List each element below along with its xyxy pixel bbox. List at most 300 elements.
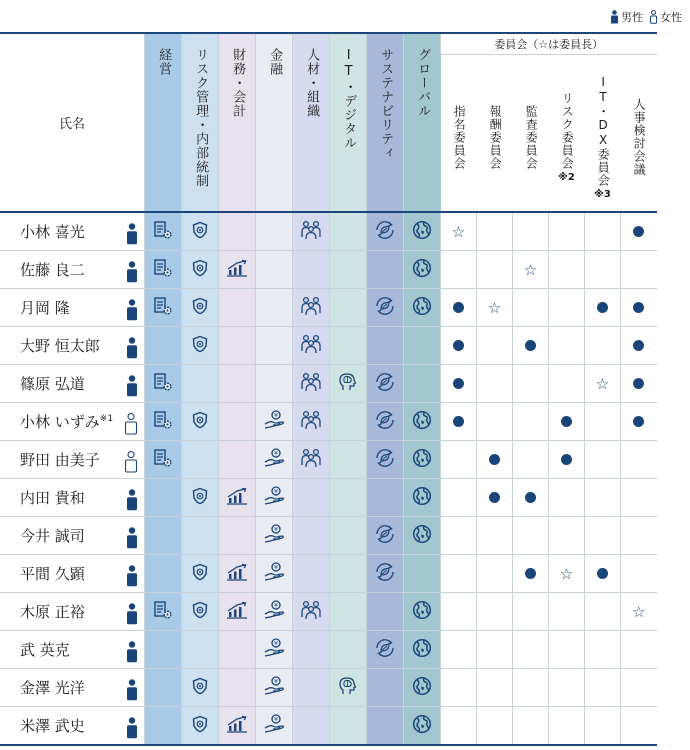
skill-cell-jinzai — [293, 403, 330, 441]
skill-cell-it — [330, 403, 367, 441]
director-name: 大野 恒太郎 — [20, 337, 100, 355]
shield-icon — [191, 259, 209, 281]
skill-cell-kinyu — [256, 289, 293, 327]
people-icon — [300, 410, 322, 434]
committee-cell-shimei — [441, 517, 477, 555]
skill-cell-global — [404, 212, 441, 251]
skill-cell-finance — [219, 631, 256, 669]
money-hand-icon — [263, 410, 285, 434]
skill-cell-sustain — [367, 631, 404, 669]
committee-cell-risk_c — [549, 365, 585, 403]
skill-cell-keiei — [145, 479, 182, 517]
committee-header-kansa — [513, 55, 549, 212]
member-dot-icon — [525, 568, 536, 579]
leaf-cycle-icon — [374, 410, 396, 434]
skill-header-jinzai — [293, 33, 330, 212]
svg-text:¥: ¥ — [274, 678, 278, 685]
skill-cell-jinzai — [293, 669, 330, 707]
leaf-cycle-icon — [374, 562, 396, 586]
skill-cell-keiei — [145, 593, 182, 631]
skill-cell-finance — [219, 479, 256, 517]
skill-cell-finance — [219, 707, 256, 746]
management-icon — [153, 600, 173, 624]
committee-cell-jinji — [621, 289, 657, 327]
money-hand-icon — [263, 600, 285, 624]
director-row — [0, 479, 657, 517]
skill-cell-kinyu — [256, 517, 293, 555]
skill-cell-it — [330, 631, 367, 669]
committee-cell-jinji — [621, 669, 657, 707]
director-name-cell — [0, 212, 145, 251]
director-name-cell — [0, 441, 145, 479]
skill-cell-it — [330, 707, 367, 746]
skill-cell-risk — [182, 403, 219, 441]
member-dot-icon — [453, 416, 464, 427]
director-row — [0, 669, 657, 707]
leaf-cycle-icon — [374, 372, 396, 396]
skill-cell-it — [330, 212, 367, 251]
skill-cell-keiei — [145, 327, 182, 365]
member-dot-icon — [633, 378, 644, 389]
committee-header-itdx — [585, 55, 621, 212]
skill-cell-sustain — [367, 251, 404, 289]
director-row — [0, 631, 657, 669]
committee-header-label: 人事検討会議 — [632, 98, 647, 177]
committee-cell-itdx — [585, 669, 621, 707]
skill-cell-sustain — [367, 365, 404, 403]
skill-cell-kinyu — [256, 251, 293, 289]
committee-cell-shimei — [441, 327, 477, 365]
committee-header-note: ※3 — [594, 188, 611, 200]
committee-cell-shimei — [441, 251, 477, 289]
member-dot-icon — [525, 340, 536, 351]
skill-cell-jinzai — [293, 212, 330, 251]
chair-star-icon: ☆ — [487, 299, 502, 317]
director-row — [0, 403, 657, 441]
director-name-cell — [0, 327, 145, 365]
committee-cell-jinji — [621, 479, 657, 517]
director-rows — [0, 212, 657, 745]
committee-cell-jinji — [621, 517, 657, 555]
skill-cell-kinyu — [256, 327, 293, 365]
director-name-cell — [0, 365, 145, 403]
skill-cell-keiei — [145, 555, 182, 593]
skill-cell-global — [404, 555, 441, 593]
director-name: 米澤 武史 — [20, 717, 85, 735]
skill-cell-risk — [182, 365, 219, 403]
director-name: 木原 正裕 — [20, 603, 85, 621]
skill-cell-jinzai — [293, 593, 330, 631]
skill-cell-global — [404, 669, 441, 707]
skill-header-risk — [182, 33, 219, 212]
skill-header-label: サステナビリティ — [378, 48, 394, 160]
committee-cell-hoshu — [477, 365, 513, 403]
skill-cell-keiei — [145, 441, 182, 479]
director-name: 小林 いずみ — [20, 413, 100, 431]
people-icon — [300, 296, 322, 320]
committee-cell-kansa — [513, 441, 549, 479]
skill-cell-jinzai — [293, 631, 330, 669]
globe-icon — [412, 448, 432, 472]
committee-cell-itdx — [585, 707, 621, 746]
svg-text:¥: ¥ — [274, 716, 278, 723]
committee-cell-kansa — [513, 593, 549, 631]
director-name: 小林 喜光 — [20, 223, 85, 241]
director-name: 内田 貴和 — [20, 489, 85, 507]
skill-cell-it — [330, 327, 367, 365]
male-icon — [126, 223, 138, 249]
member-dot-icon — [561, 454, 572, 465]
committee-cell-risk_c — [549, 289, 585, 327]
skill-cell-finance — [219, 212, 256, 251]
committee-cell-itdx — [585, 327, 621, 365]
shield-icon — [191, 411, 209, 433]
skill-cell-kinyu — [256, 631, 293, 669]
skill-cell-keiei — [145, 631, 182, 669]
skill-cell-sustain — [367, 669, 404, 707]
committee-cell-itdx — [585, 479, 621, 517]
globe-icon — [412, 486, 432, 510]
management-icon — [153, 410, 173, 434]
skill-header-finance — [219, 33, 256, 212]
committee-header-risk_c — [549, 55, 585, 212]
skill-cell-global — [404, 517, 441, 555]
director-name-cell — [0, 479, 145, 517]
director-name-cell — [0, 631, 145, 669]
skill-cell-kinyu — [256, 555, 293, 593]
skill-header-label: 財務・会計 — [230, 48, 246, 118]
committee-group-title: 委員会（☆は委員長） — [441, 33, 657, 55]
skill-cell-jinzai — [293, 289, 330, 327]
committee-cell-itdx — [585, 365, 621, 403]
male-icon — [126, 489, 138, 515]
committee-cell-itdx — [585, 631, 621, 669]
skill-cell-kinyu — [256, 365, 293, 403]
director-row — [0, 593, 657, 631]
people-icon — [300, 220, 322, 244]
committee-cell-risk_c — [549, 669, 585, 707]
skill-cell-risk — [182, 289, 219, 327]
skill-cell-keiei — [145, 251, 182, 289]
people-icon — [300, 372, 322, 396]
skill-cell-sustain — [367, 212, 404, 251]
director-name: 今井 誠司 — [20, 527, 85, 545]
director-name-cell — [0, 707, 145, 746]
skill-cell-jinzai — [293, 555, 330, 593]
skill-cell-sustain — [367, 517, 404, 555]
committee-header-hoshu — [477, 55, 513, 212]
director-name-cell — [0, 403, 145, 441]
committee-cell-risk_c — [549, 479, 585, 517]
people-icon — [300, 448, 322, 472]
svg-text:¥: ¥ — [274, 412, 278, 419]
skill-cell-keiei — [145, 707, 182, 746]
committee-header-shimei — [441, 55, 477, 212]
director-row — [0, 251, 657, 289]
committee-cell-itdx — [585, 403, 621, 441]
skill-cell-keiei — [145, 289, 182, 327]
committee-cell-risk_c — [549, 631, 585, 669]
globe-icon — [412, 676, 432, 700]
svg-text:¥: ¥ — [274, 602, 278, 609]
committee-cell-shimei — [441, 479, 477, 517]
skill-cell-kinyu — [256, 212, 293, 251]
skill-cell-global — [404, 593, 441, 631]
skill-cell-finance — [219, 251, 256, 289]
svg-text:¥: ¥ — [274, 564, 278, 571]
globe-icon — [412, 714, 432, 738]
skill-cell-risk — [182, 212, 219, 251]
director-row — [0, 707, 657, 746]
member-dot-icon — [633, 340, 644, 351]
leaf-cycle-icon — [374, 220, 396, 244]
director-row — [0, 289, 657, 327]
committee-cell-jinji — [621, 631, 657, 669]
committee-cell-jinji — [621, 593, 657, 631]
people-icon — [300, 334, 322, 358]
management-icon — [153, 220, 173, 244]
director-name-cell — [0, 251, 145, 289]
director-note: ※1 — [99, 414, 114, 424]
committee-cell-hoshu — [477, 631, 513, 669]
female-icon — [124, 451, 138, 477]
committee-cell-risk_c — [549, 212, 585, 251]
female-icon — [124, 413, 138, 439]
skill-header-keiei — [145, 33, 182, 212]
skill-cell-finance — [219, 517, 256, 555]
committee-cell-itdx — [585, 517, 621, 555]
brain-head-icon — [338, 676, 358, 700]
leaf-cycle-icon — [374, 296, 396, 320]
skill-cell-sustain — [367, 403, 404, 441]
skill-cell-kinyu — [256, 441, 293, 479]
committee-cell-jinji — [621, 555, 657, 593]
committee-cell-shimei — [441, 365, 477, 403]
skill-cell-sustain — [367, 707, 404, 746]
shield-icon — [191, 563, 209, 585]
committee-cell-jinji — [621, 365, 657, 403]
svg-text:¥: ¥ — [274, 488, 278, 495]
committee-cell-shimei — [441, 212, 477, 251]
director-row — [0, 212, 657, 251]
committee-cell-hoshu — [477, 555, 513, 593]
management-icon — [153, 448, 173, 472]
skill-cell-it — [330, 555, 367, 593]
committee-header-label: 指名委員会 — [452, 104, 467, 170]
skill-cell-it — [330, 251, 367, 289]
skill-cell-finance — [219, 441, 256, 479]
skill-cell-sustain — [367, 289, 404, 327]
committee-cell-shimei — [441, 289, 477, 327]
people-icon — [300, 600, 322, 624]
member-dot-icon — [525, 492, 536, 503]
skill-header-global — [404, 33, 441, 212]
skill-cell-keiei — [145, 365, 182, 403]
skill-cell-keiei — [145, 403, 182, 441]
director-name-cell — [0, 555, 145, 593]
committee-cell-shimei — [441, 555, 477, 593]
skill-cell-risk — [182, 669, 219, 707]
skill-cell-risk — [182, 707, 219, 746]
skill-cell-risk — [182, 555, 219, 593]
skill-cell-global — [404, 631, 441, 669]
skill-cell-finance — [219, 403, 256, 441]
member-dot-icon — [453, 340, 464, 351]
leaf-cycle-icon — [374, 638, 396, 662]
committee-cell-kansa — [513, 365, 549, 403]
skill-cell-finance — [219, 555, 256, 593]
skill-cell-jinzai — [293, 251, 330, 289]
globe-icon — [412, 600, 432, 624]
legend-female-label: 女性 — [660, 11, 682, 24]
skill-cell-risk — [182, 251, 219, 289]
leaf-cycle-icon — [374, 448, 396, 472]
legend-male — [610, 9, 643, 25]
committee-cell-itdx — [585, 593, 621, 631]
legend-female — [649, 9, 682, 25]
skill-header-sustain — [367, 33, 404, 212]
committee-header-note: ※2 — [558, 171, 575, 183]
skill-cell-global — [404, 289, 441, 327]
skill-cell-keiei — [145, 669, 182, 707]
skill-cell-sustain — [367, 479, 404, 517]
committee-cell-jinji — [621, 403, 657, 441]
committee-cell-shimei — [441, 631, 477, 669]
globe-icon — [412, 410, 432, 434]
male-icon — [126, 261, 138, 287]
money-hand-icon — [263, 714, 285, 738]
committee-cell-shimei — [441, 707, 477, 746]
director-row — [0, 365, 657, 403]
director-row — [0, 441, 657, 479]
skill-cell-it — [330, 479, 367, 517]
committee-cell-shimei — [441, 403, 477, 441]
svg-text:¥: ¥ — [274, 526, 278, 533]
member-dot-icon — [453, 302, 464, 313]
committee-cell-hoshu — [477, 707, 513, 746]
member-dot-icon — [633, 226, 644, 237]
member-dot-icon — [597, 302, 608, 313]
committee-header-jinji — [621, 55, 657, 212]
header-row — [0, 33, 657, 55]
committee-cell-risk_c — [549, 251, 585, 289]
skill-header-label: 人材・組織 — [304, 48, 320, 118]
male-icon — [126, 299, 138, 325]
committee-header-label: リスク委員会 — [560, 91, 575, 170]
committee-cell-itdx — [585, 212, 621, 251]
committee-header-label: 監査委員会 — [524, 104, 539, 170]
skill-cell-it — [330, 517, 367, 555]
committee-cell-itdx — [585, 555, 621, 593]
shield-icon — [191, 487, 209, 509]
committee-cell-jinji — [621, 251, 657, 289]
committee-cell-risk_c — [549, 555, 585, 593]
male-icon — [126, 641, 138, 667]
committee-cell-jinji — [621, 212, 657, 251]
committee-cell-itdx — [585, 289, 621, 327]
director-name: 金澤 光洋 — [20, 679, 85, 697]
committee-cell-jinji — [621, 327, 657, 365]
committee-cell-kansa — [513, 631, 549, 669]
chair-star-icon: ☆ — [559, 565, 574, 583]
committee-cell-kansa — [513, 403, 549, 441]
committee-cell-kansa — [513, 555, 549, 593]
male-icon — [126, 603, 138, 629]
chair-star-icon: ☆ — [451, 223, 466, 241]
skill-header-label: 経営 — [156, 48, 172, 76]
shield-icon — [191, 601, 209, 623]
chair-star-icon: ☆ — [595, 375, 610, 393]
director-name: 篠原 弘道 — [20, 375, 85, 393]
director-name-cell — [0, 517, 145, 555]
skill-cell-it — [330, 669, 367, 707]
globe-icon — [412, 258, 432, 282]
name-column-header: 氏名 — [0, 33, 145, 212]
skill-header-label: IT・デジタル — [341, 48, 357, 150]
skill-cell-finance — [219, 593, 256, 631]
director-name: 野田 由美子 — [20, 451, 100, 469]
director-name-cell — [0, 593, 145, 631]
committee-cell-kansa — [513, 517, 549, 555]
committee-cell-hoshu — [477, 669, 513, 707]
skill-cell-jinzai — [293, 327, 330, 365]
member-dot-icon — [489, 454, 500, 465]
committee-cell-shimei — [441, 593, 477, 631]
skill-cell-risk — [182, 517, 219, 555]
svg-text:¥: ¥ — [274, 450, 278, 457]
male-icon — [126, 565, 138, 591]
committee-cell-shimei — [441, 441, 477, 479]
committee-cell-hoshu — [477, 593, 513, 631]
skill-cell-it — [330, 441, 367, 479]
male-icon — [610, 10, 619, 24]
female-icon — [649, 10, 658, 24]
skill-cell-jinzai — [293, 479, 330, 517]
skill-cell-kinyu — [256, 403, 293, 441]
skill-header-label: リスク管理・内部統制 — [193, 48, 209, 188]
money-hand-icon — [263, 638, 285, 662]
money-hand-icon — [263, 676, 285, 700]
skill-cell-keiei — [145, 212, 182, 251]
committee-cell-itdx — [585, 441, 621, 479]
member-dot-icon — [561, 416, 572, 427]
globe-icon — [412, 524, 432, 548]
chair-star-icon: ☆ — [523, 261, 538, 279]
skill-cell-sustain — [367, 555, 404, 593]
committee-cell-kansa — [513, 251, 549, 289]
skill-cell-risk — [182, 327, 219, 365]
management-icon — [153, 296, 173, 320]
member-dot-icon — [597, 568, 608, 579]
skill-cell-it — [330, 289, 367, 327]
finance-chart-icon — [226, 601, 248, 623]
shield-icon — [191, 335, 209, 357]
member-dot-icon — [633, 302, 644, 313]
committee-cell-hoshu — [477, 479, 513, 517]
skill-cell-kinyu — [256, 479, 293, 517]
committee-cell-hoshu — [477, 517, 513, 555]
male-icon — [126, 337, 138, 363]
money-hand-icon — [263, 486, 285, 510]
committee-cell-jinji — [621, 707, 657, 746]
skill-cell-finance — [219, 365, 256, 403]
skill-cell-jinzai — [293, 441, 330, 479]
money-hand-icon — [263, 562, 285, 586]
skill-cell-jinzai — [293, 517, 330, 555]
skill-cell-risk — [182, 631, 219, 669]
skill-cell-risk — [182, 593, 219, 631]
globe-icon — [412, 220, 432, 244]
